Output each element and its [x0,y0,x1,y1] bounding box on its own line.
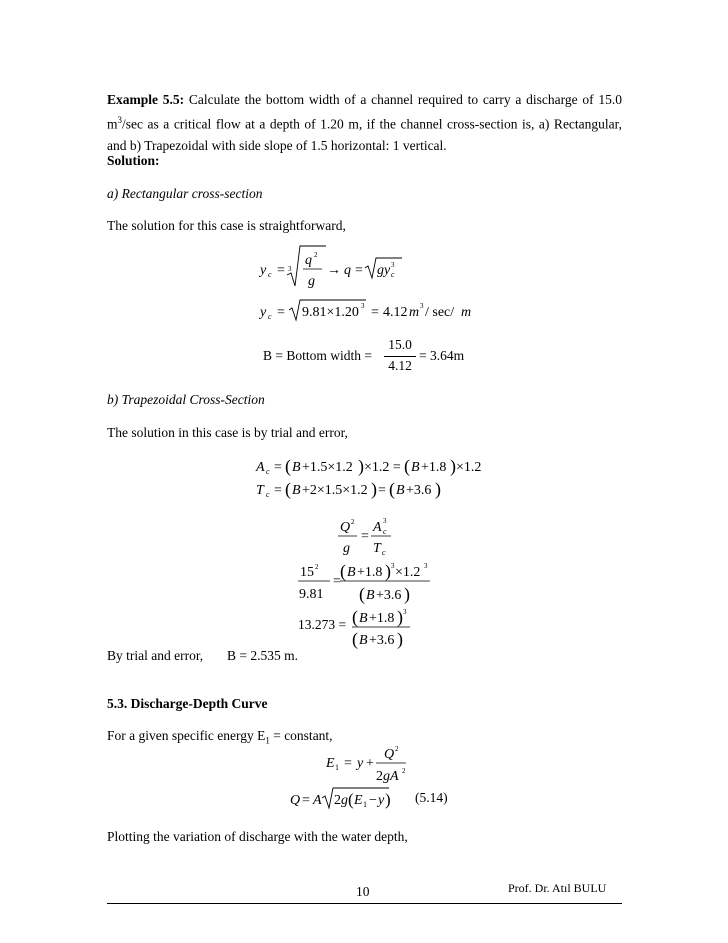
section-heading: 5.3. Discharge-Depth Curve [107,696,268,711]
svg-text:Q: Q [384,747,395,762]
svg-text:E: E [326,756,335,771]
svg-text:+: + [366,756,374,771]
section-intro [107,728,333,746]
equation-discharge-graphic [288,786,398,812]
equation-substitution [296,558,446,608]
bottom-width-denominator: 4.12 [388,358,412,373]
svg-text:c: c [266,467,270,476]
equation-unit-discharge [258,296,488,328]
svg-text:1: 1 [335,763,339,772]
svg-text:): ) [358,456,364,476]
svg-text:+2×1.5×1.2: +2×1.5×1.2 [302,483,368,498]
svg-text:=: = [302,793,310,808]
svg-text:→: → [327,263,341,278]
section-intro-subscript: 1 [265,735,270,746]
svg-text:=: = [333,574,341,589]
svg-text:=: = [378,483,386,498]
svg-text:3: 3 [391,562,395,570]
svg-text:=: = [274,483,282,498]
svg-text:c: c [268,270,272,279]
equation-critical-condition [335,514,415,564]
part-b-intro: The solution in this case is by trial and error, [107,425,348,440]
fraction-bar [384,356,416,357]
svg-text:×1.2: ×1.2 [456,460,482,475]
svg-text:15: 15 [300,565,314,580]
svg-text:y: y [260,263,267,278]
example-statement [107,89,622,156]
svg-text:9.81: 9.81 [299,587,324,602]
svg-text:(: ( [285,456,291,476]
section-intro-text-end: = constant, [269,728,333,743]
equation-critical-depth-graphic [258,244,418,294]
svg-text:g: g [308,274,315,289]
svg-text:=: = [371,305,379,320]
bottom-width-rhs: = 3.64m [419,348,465,363]
svg-text:y: y [260,305,267,320]
footer-author: Prof. Dr. Atıl BULU [508,881,607,895]
page-number: 10 [356,884,370,899]
svg-text:(: ( [340,561,346,581]
svg-text:−: − [369,793,377,808]
bottom-width-numerator: 15.0 [388,337,412,352]
svg-text:Q: Q [340,520,351,535]
svg-text:(: ( [352,629,358,649]
svg-text:): ) [435,479,441,499]
svg-text:q: q [344,263,351,278]
svg-text:+1.8: +1.8 [421,460,447,475]
svg-text:+1.8: +1.8 [357,565,383,580]
svg-text:): ) [397,607,403,627]
svg-text:(: ( [285,479,291,499]
svg-text:9.81×1.20: 9.81×1.20 [302,305,359,320]
svg-text:+1.8: +1.8 [369,611,395,626]
svg-text:): ) [404,584,410,604]
svg-text:(: ( [348,790,354,809]
svg-text:1: 1 [363,800,367,809]
svg-text:m: m [409,305,420,320]
bottom-width-lhs: B = Bottom width = [263,348,372,363]
equation-specific-energy [324,740,424,790]
trial-result-value: B = 2.535 m. [227,648,298,663]
svg-text:B: B [347,565,356,580]
svg-text:2: 2 [315,563,319,571]
solution-heading: Solution: [107,153,160,168]
svg-text:g: g [341,793,348,808]
svg-text:c: c [391,270,395,279]
svg-text:): ) [385,790,391,809]
svg-text:+3.6: +3.6 [406,483,432,498]
equations-area-topwidth [254,454,494,508]
svg-text:y: y [378,793,385,808]
svg-text:A: A [256,460,265,475]
svg-text:B: B [411,460,420,475]
equation-discharge [288,786,398,816]
svg-text:c: c [268,312,272,321]
svg-text:c: c [383,527,387,536]
svg-text:=: = [277,263,285,278]
trial-result-label: By trial and error, [107,648,204,663]
equation-number: (5.14) [415,790,448,805]
svg-text:×1.2: ×1.2 [395,565,421,580]
svg-text:+3.6: +3.6 [369,633,395,648]
svg-text:q: q [305,253,312,268]
part-a-heading: a) Rectangular cross-section [107,186,263,201]
svg-text:): ) [397,629,403,649]
svg-text:A: A [373,520,382,535]
svg-text:B: B [359,633,368,648]
svg-text:3: 3 [403,608,407,616]
section-closing: Plotting the variation of discharge with the water depth, [107,829,408,844]
svg-text:2: 2 [376,769,383,784]
svg-text:g: g [343,541,350,556]
trial-lhs: 13.273 = [298,617,347,632]
svg-text:(: ( [389,479,395,499]
svg-text:c: c [266,490,270,499]
svg-text:B: B [366,588,375,603]
svg-text:4.12: 4.12 [383,305,408,320]
equation-trial-fraction [350,604,420,648]
svg-text:2: 2 [402,767,406,775]
equation-substitution-graphic [296,558,446,604]
svg-text:): ) [385,561,391,581]
svg-text:T: T [373,541,381,556]
example-superscript: 3 [117,115,123,125]
svg-text:m: m [461,305,472,320]
svg-text:3: 3 [383,517,387,525]
svg-text:3: 3 [361,302,365,310]
example-text-part2: /sec as a critical flow at a depth of 1.20 m, if the channel cross-section is, a) Rectangular, and b) Trapezoidal with side slope of 1.5 horizontal: 1 vertical. [107,116,622,153]
section-intro-text: For a given specific energy E [107,728,266,743]
svg-text:T: T [256,483,264,498]
svg-text:+1.5×1.2: +1.5×1.2 [302,460,353,475]
svg-text:3: 3 [420,302,424,310]
svg-text:y: y [357,756,364,771]
svg-text:B: B [292,460,301,475]
svg-text:c: c [382,548,386,557]
svg-text:/ sec/: / sec/ [425,305,455,320]
svg-text:2: 2 [314,251,318,259]
equations-area-topwidth-graphic [254,454,494,504]
svg-text:B: B [396,483,405,498]
equation-unit-discharge-graphic [258,296,488,324]
svg-text:+3.6: +3.6 [376,588,402,603]
svg-text:(: ( [352,607,358,627]
svg-text:E: E [354,793,363,808]
svg-text:): ) [371,479,377,499]
svg-text:3: 3 [424,562,428,570]
example-text-part1: Calculate the bottom width of a channel required to carry a discharge of 15.0 m [107,92,623,132]
svg-text:gy: gy [377,263,391,278]
example-label: Example 5.5: [107,92,185,107]
svg-text:): ) [450,456,456,476]
equation-specific-energy-graphic [324,740,424,786]
part-a-intro: The solution for this case is straightforward, [107,218,346,233]
svg-text:A: A [313,793,322,808]
svg-text:(: ( [404,456,410,476]
svg-text:gA: gA [383,769,399,784]
svg-text:B: B [359,611,368,626]
equation-critical-depth [258,244,418,298]
svg-text:2: 2 [395,745,399,753]
svg-text:B: B [292,483,301,498]
svg-text:=: = [344,756,352,771]
svg-text:=: = [355,263,363,278]
svg-text:Q: Q [290,793,301,808]
svg-text:×1.2 =: ×1.2 = [364,460,401,475]
svg-text:3: 3 [288,265,292,273]
svg-text:3: 3 [391,261,395,269]
svg-text:=: = [277,305,285,320]
equation-critical-condition-graphic [335,514,415,560]
svg-text:2: 2 [334,793,341,808]
svg-text:=: = [361,529,369,544]
part-b-heading: b) Trapezoidal Cross-Section [107,392,265,407]
svg-text:2: 2 [351,518,355,526]
svg-text:=: = [274,460,282,475]
footer-rule [107,903,622,904]
svg-text:(: ( [359,584,365,604]
